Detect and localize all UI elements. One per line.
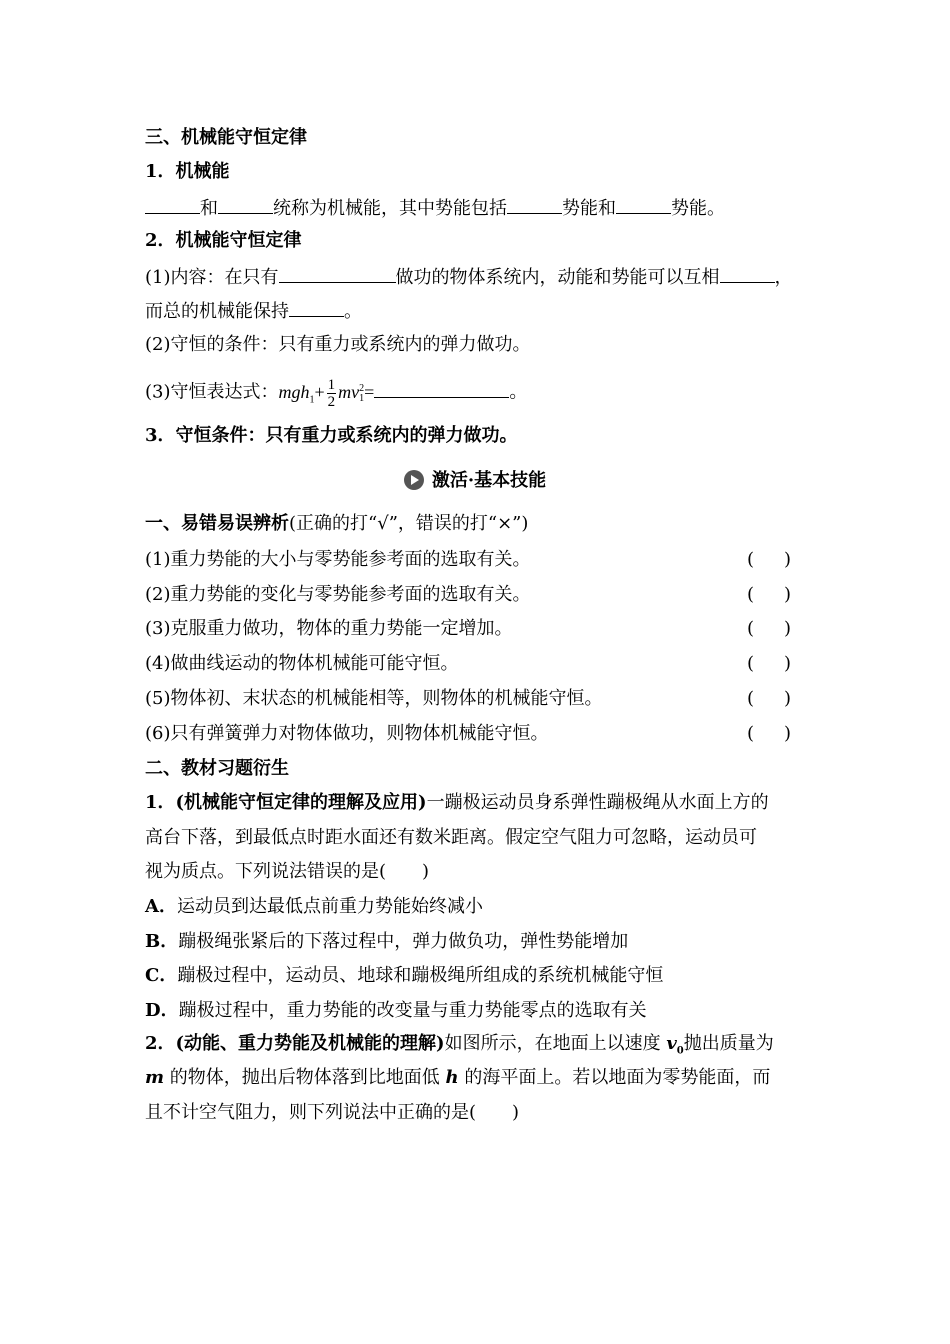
answer-parentheses[interactable]	[747, 687, 791, 711]
fraction-den: 2	[327, 394, 336, 410]
text: 的海平面上。若以地面为零势能面，而	[458, 1067, 771, 1088]
paren-close: )	[784, 653, 792, 675]
text: 做功的物体系统内，动能和势能可以互相	[395, 267, 720, 288]
paren-open: (	[747, 549, 755, 570]
text: 抛出质量为	[683, 1033, 774, 1054]
blank[interactable]	[374, 379, 509, 398]
formula-sup: 2	[359, 382, 365, 394]
part2-title: 二、教材习题衍生	[145, 758, 289, 779]
part1-title-bold: 一、易错易误辨析	[145, 513, 289, 534]
text: 而总的机械能保持	[145, 301, 289, 322]
paren-close: )	[784, 583, 792, 605]
fill-line-1	[145, 195, 725, 221]
answer-parentheses[interactable]	[747, 652, 791, 676]
text: 的物体，抛出后物体落到比地面低	[164, 1067, 446, 1088]
fraction-num: 1	[327, 377, 336, 393]
paren-open: (	[747, 583, 755, 605]
formula-mg: mg	[278, 381, 301, 402]
text: 。	[509, 381, 528, 403]
blank[interactable]	[720, 264, 775, 283]
option-key: C．	[145, 965, 178, 986]
answer-parentheses[interactable]	[747, 548, 791, 572]
q2-tag: (动能、重力势能及机械能的理解)	[175, 1033, 445, 1054]
blank[interactable]	[289, 298, 344, 317]
option-text: 蹦极绳张紧后的下落过程中，弹力做负功，弹性势能增加	[178, 930, 629, 952]
paren-close: )	[784, 687, 792, 709]
tf-item-text: (5)物体初、末状态的机械能相等，则物体的机械能守恒。	[145, 687, 603, 709]
formula-plus: +	[314, 381, 325, 402]
option-text: 蹦极过程中，重力势能的改变量与重力势能零点的选取有关	[178, 999, 647, 1021]
mass-symbol: m	[145, 1067, 165, 1088]
velocity-subscript: 0	[676, 1045, 684, 1057]
content-line	[145, 264, 793, 290]
text: 。	[344, 301, 362, 322]
formula-eq: =	[364, 381, 375, 402]
text: 一蹦极运动员身系弹性蹦极绳从水面上方的	[426, 792, 769, 813]
text: 势能和	[562, 198, 616, 219]
q1-number: 1．	[145, 792, 176, 813]
paren-close: )	[784, 618, 792, 640]
q1-option[interactable]	[145, 895, 483, 919]
text: 和	[200, 198, 218, 219]
paren-open: (	[747, 618, 755, 640]
option-key: A．	[145, 896, 177, 917]
tf-item-text: (2)重力势能的变化与零势能参考面的选取有关。	[145, 583, 531, 605]
blank[interactable]	[145, 195, 200, 214]
blank[interactable]	[279, 264, 396, 283]
expression-line	[145, 377, 527, 412]
tf-item-text: (4)做曲线运动的物体机械能可能守恒。	[145, 653, 459, 675]
option-text: 运动员到达最低点前重力势能始终减小	[176, 896, 483, 917]
q2-line-2	[145, 1066, 770, 1090]
formula-mv: mv	[338, 381, 360, 402]
formula-sub: 1	[359, 392, 365, 404]
answer-parentheses[interactable]	[747, 617, 791, 641]
fraction	[327, 377, 337, 410]
q1-line-1	[145, 791, 769, 815]
part1-title	[145, 512, 528, 536]
option-text: 蹦极过程中，运动员、地球和蹦极绳所组成的系统机械能守恒	[177, 965, 664, 986]
q2-number: 2．	[145, 1033, 176, 1054]
option-key: D．	[145, 999, 179, 1021]
text: ，	[774, 267, 793, 288]
subsection-mechanical-energy: 1．机械能	[145, 161, 230, 182]
formula-h: h	[300, 381, 310, 402]
text: 统称为机械能，其中势能包括	[273, 198, 507, 219]
content-line-2	[145, 298, 362, 324]
text: (1)内容：在只有	[145, 267, 279, 288]
q1-option[interactable]	[145, 930, 628, 954]
blank[interactable]	[507, 195, 562, 214]
formula	[278, 377, 375, 410]
answer-parentheses[interactable]	[747, 722, 791, 746]
blank[interactable]	[616, 195, 671, 214]
text: 势能。	[671, 198, 725, 219]
q1-line-2: 高台下落，到最低点时距水面还有数米距离。假定空气阻力可忽略，运动员可	[145, 827, 757, 848]
blank[interactable]	[218, 195, 273, 214]
formula-sub: 1	[309, 394, 315, 406]
paren-close: )	[784, 549, 792, 570]
section-title: 三、机械能守恒定律	[145, 127, 307, 148]
option-key: B．	[145, 930, 179, 952]
tf-item-text: (3)克服重力做功，物体的重力势能一定增加。	[145, 618, 513, 640]
answer-parentheses[interactable]	[747, 583, 791, 607]
q1-option[interactable]	[145, 964, 663, 988]
play-icon	[404, 470, 424, 490]
velocity-symbol: v	[666, 1033, 677, 1054]
paren-open: (	[747, 722, 755, 744]
activate-heading	[0, 466, 950, 492]
part1-title-rest: (正确的打“√”，错误的打“×”)	[289, 513, 529, 534]
q1-tag: (机械能守恒定律的理解及应用)	[175, 792, 427, 813]
activate-title: 激活·基本技能	[431, 470, 547, 491]
q1-option[interactable]	[145, 999, 647, 1023]
q2-line-3: 且不计空气阻力，则下列说法中正确的是( )	[145, 1102, 520, 1123]
text: 如图所示，在地面上以速度	[444, 1033, 667, 1054]
subsection-condition: 3．守恒条件：只有重力或系统内的弹力做功。	[145, 425, 518, 446]
q2-line-1	[145, 1032, 774, 1064]
paren-open: (	[747, 687, 755, 709]
tf-item-text: (6)只有弹簧弹力对物体做功，则物体机械能守恒。	[145, 722, 549, 744]
tf-item-text: (1)重力势能的大小与零势能参考面的选取有关。	[145, 549, 531, 570]
text: (3)守恒表达式：	[145, 381, 279, 403]
paren-open: (	[747, 653, 755, 675]
paren-close: )	[784, 722, 792, 744]
q1-line-3: 视为质点。下列说法错误的是( )	[145, 861, 430, 882]
subsection-conservation-law: 2．机械能守恒定律	[145, 230, 302, 251]
condition-line: (2)守恒的条件：只有重力或系统内的弹力做功。	[145, 334, 531, 355]
height-symbol: h	[445, 1067, 459, 1088]
